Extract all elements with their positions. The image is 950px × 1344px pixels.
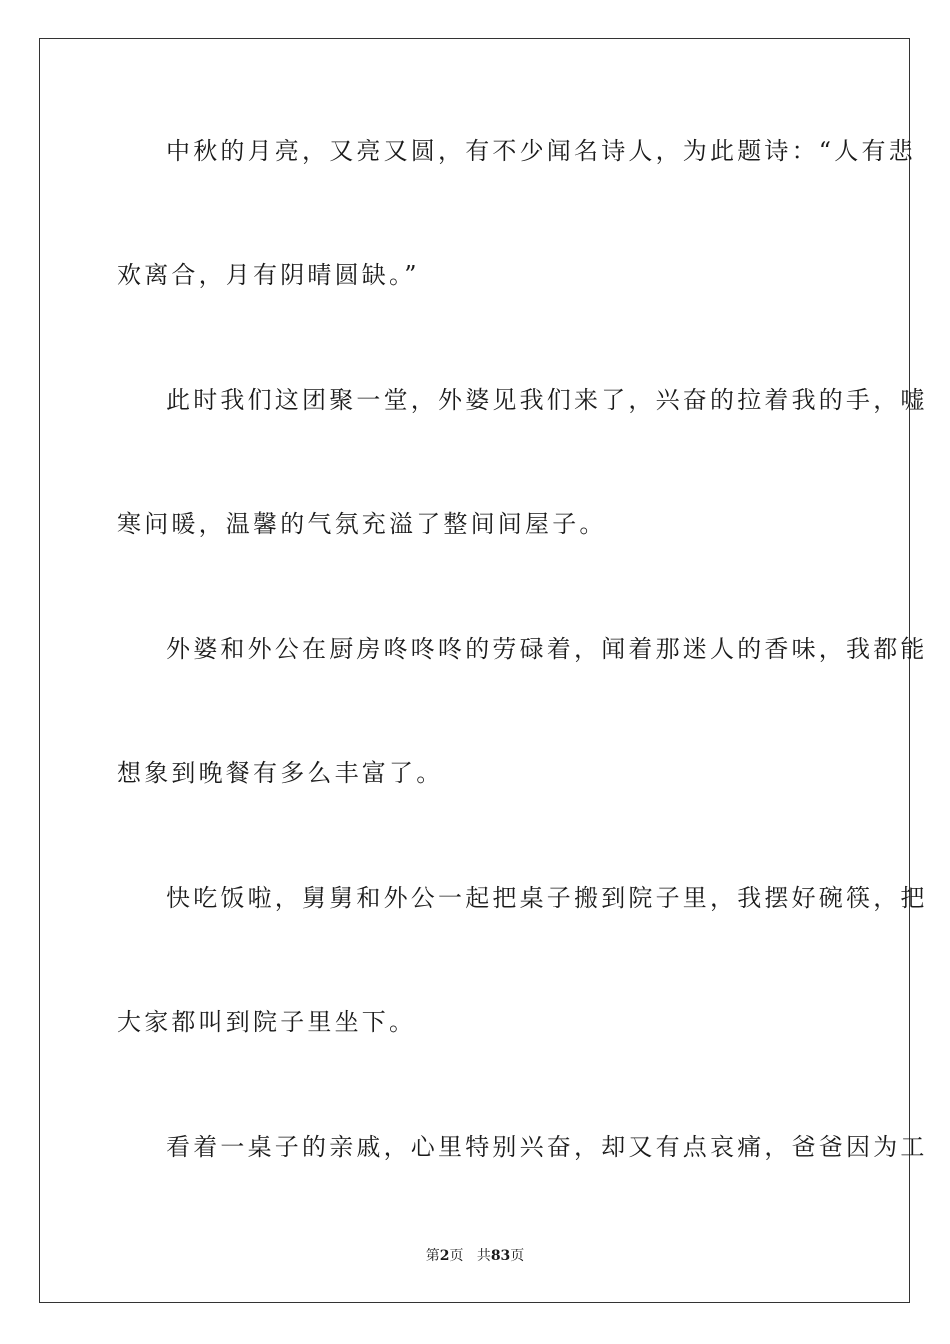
footer-total-pages: 83: [490, 1248, 511, 1264]
footer-total-prefix: 共: [476, 1248, 491, 1264]
paragraph-1-line-1: 中秋的月亮，又亮又圆，有不少闻名诗人，为此题诗：“人有悲: [166, 137, 916, 165]
paragraph-1-line-2: 欢离合，月有阴晴圆缺。”: [117, 261, 420, 289]
page-border: [39, 38, 928, 1303]
footer-total-suffix: 页: [510, 1248, 525, 1264]
footer-page-suffix: 页: [449, 1248, 464, 1264]
footer-page-number: 2: [439, 1248, 450, 1264]
paragraph-3-line-1: 外婆和外公在厨房咚咚咚的劳碌着，闻着那迷人的香味，我都能: [166, 635, 928, 663]
page-footer: [0, 1247, 950, 1265]
paragraph-4-line-1: 快吃饭啦，舅舅和外公一起把桌子搬到院子里，我摆好碗筷，把: [166, 884, 928, 912]
paragraph-2-line-1: 此时我们这团聚一堂，外婆见我们来了，兴奋的拉着我的手，嘘: [166, 386, 928, 414]
paragraph-3-line-2: 想象到晚餐有多么丰富了。: [117, 759, 444, 787]
paragraph-5-line-1: 看着一桌子的亲戚，心里特别兴奋，却又有点哀痛，爸爸因为工: [166, 1133, 928, 1161]
footer-page-prefix: 第: [425, 1248, 440, 1264]
paragraph-2-line-2: 寒问暖，温馨的气氛充溢了整间间屋子。: [117, 510, 607, 538]
paragraph-4-line-2: 大家都叫到院子里坐下。: [117, 1008, 417, 1036]
